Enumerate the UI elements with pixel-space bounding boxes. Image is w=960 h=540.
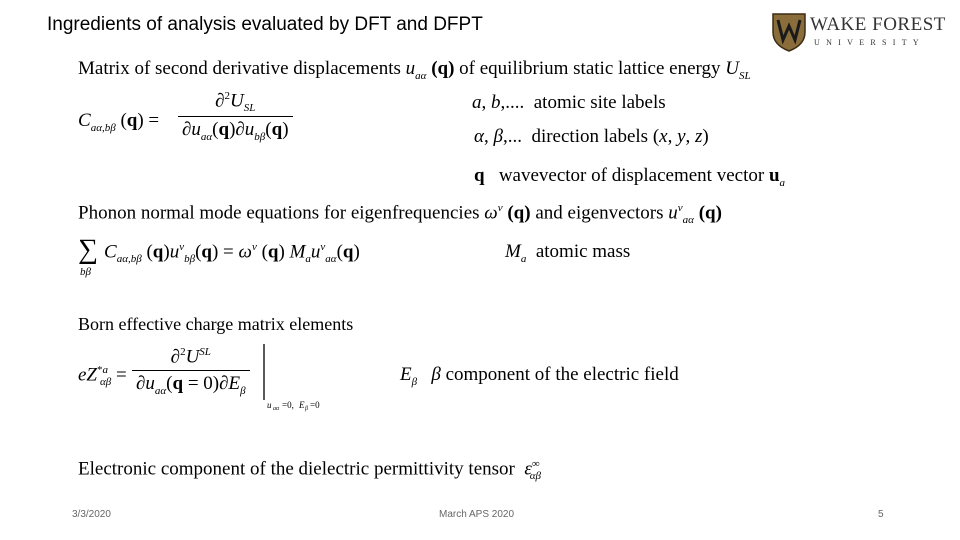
shield-icon [770, 12, 808, 52]
wake-forest-logo [768, 12, 946, 52]
field-line: $E_\beta$ β component of the electric field [400, 364, 679, 388]
sum-symbol: ∑ [78, 234, 98, 265]
born-lhs: $eZ^{*a}_{\alpha\beta}$ = [78, 364, 127, 389]
force-constant-lhs: $C_{a\alpha,b\beta}$ (q) = [78, 110, 160, 134]
born-intro: Born effective charge matrix elements [78, 314, 354, 334]
equilibrium-text: of equilibrium static lattice energy [459, 58, 721, 79]
matrix-intro-text: Matrix of second derivative displacements [78, 58, 401, 79]
svg-text:u: u [267, 400, 272, 410]
logo-subtitle: UNIVERSITY [814, 38, 925, 47]
footer-conference: March APS 2020 [439, 509, 515, 520]
field-text: component of the electric field [445, 364, 679, 385]
sum-index: bβ [80, 266, 91, 278]
logo-wordmark: WAKE FOREST [810, 14, 946, 35]
svg-text:=0,: =0, [282, 400, 294, 410]
svg-text:E: E [299, 400, 305, 410]
mass-line: $M_a$ atomic mass [505, 241, 631, 265]
slide-number: 5 [878, 509, 884, 520]
atomic-mass-text: atomic mass [535, 241, 631, 262]
dielectric-text: Electronic component of the dielectric permittivity tensor [78, 458, 515, 480]
dielectric-line: Electronic component of the dielectric permittivity tensor $\varepsilon^\infty_{\alpha\beta}$ [78, 458, 541, 483]
site-label-line: a, b,.... atomic site labels [472, 92, 666, 113]
matrix-line: Matrix of second derivative displacements $u_{a\alpha}$ (q) of equilibrium static lattice energy $U_{SL}$ [78, 58, 751, 82]
phonon-equation: $C_{a\alpha,b\beta}$ $(q)u^\nu_{b\beta}(q) = \omega^\nu$ (q) $M_au^\nu_{a\alpha}(q)$ [104, 241, 360, 266]
slide-title: Ingredients of analysis evaluated by DFT and DFPT [47, 14, 483, 35]
direction-label-line: α, β,... direction labels (x, y, z) [474, 126, 709, 147]
phonon-intro-text: Phonon normal mode equations for eigenfrequencies [78, 202, 480, 224]
eigenvectors-text: and eigenvectors [535, 202, 664, 224]
force-constant-fraction: $\partial^2U_{SL}$ $\partial u_{a\alpha}(q)\partial u_{b\beta}(q)$ [178, 90, 293, 143]
evaluation-bar [262, 342, 342, 414]
svg-text:=0: =0 [310, 400, 320, 410]
footer-date: 3/3/2020 [72, 509, 111, 520]
direction-labels-text: direction labels [531, 126, 649, 147]
svg-text:aα: aα [273, 406, 280, 412]
svg-text:β: β [305, 406, 308, 412]
wavevector-line: q wavevector of displacement vector $u_a$ [474, 165, 786, 189]
site-labels-text: atomic site labels [533, 92, 666, 113]
wavevector-text: wavevector of displacement vector [498, 165, 765, 186]
born-fraction: $\partial^2U^{SL}$ $\partial u_{a\alpha}(q = 0)\partial E_\beta$ [132, 346, 250, 397]
phonon-line: Phonon normal mode equations for eigenfrequencies $\omega^\nu$ (q) and eigenvectors $u^\nu_{a\alpha}$ (q) [78, 202, 722, 227]
